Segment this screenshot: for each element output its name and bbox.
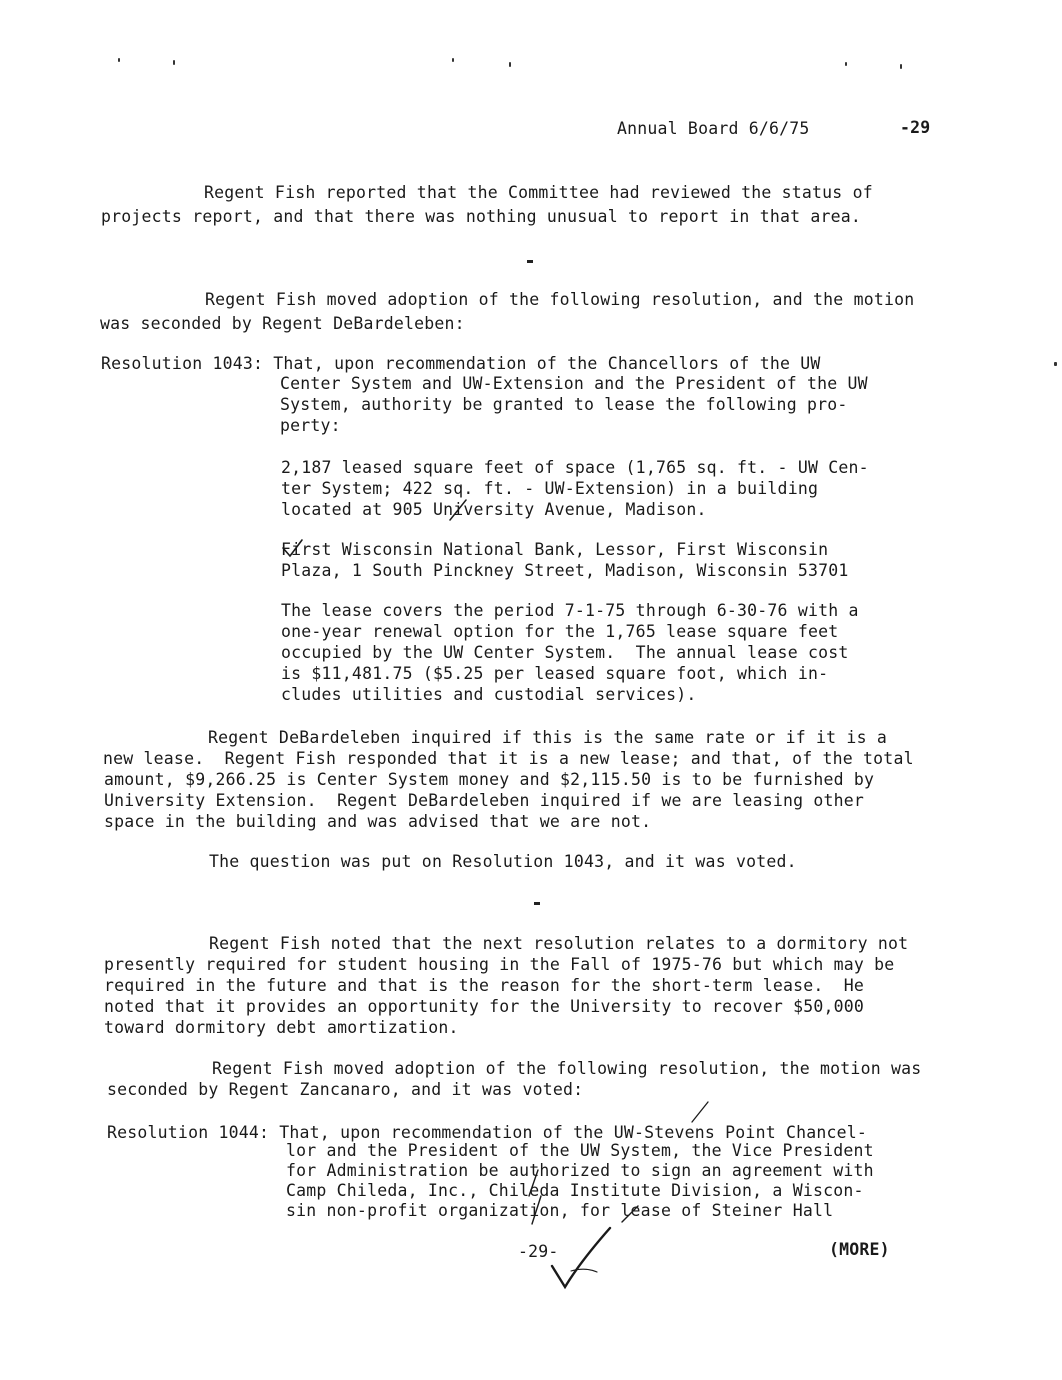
resolution-1044-line: sin non-profit organization, for lease of Steiner Hall xyxy=(286,1201,834,1220)
paragraph-line: required in the future and that is the reason for the short-term lease. He xyxy=(104,976,865,995)
paragraph-line: Regent Fish reported that the Committee had reviewed the status of xyxy=(204,183,873,202)
resolution-1044-line: lor and the President of the UW System, the Vice President xyxy=(286,1141,874,1160)
paragraph-line: Regent Fish moved adoption of the following resolution, the motion was xyxy=(212,1059,922,1078)
lessor-line: Plaza, 1 South Pinckney Street, Madison, Wisconsin 53701 xyxy=(281,561,849,580)
header-page-number: -29 xyxy=(900,118,931,137)
paragraph-line: The question was put on Resolution 1043, and it was voted. xyxy=(209,852,797,871)
scan-speck xyxy=(173,60,175,65)
paragraph-line: was seconded by Regent DeBardeleben: xyxy=(100,314,465,333)
scan-speck xyxy=(509,62,511,67)
paragraph-line: presently required for student housing in the Fall of 1975-76 but which may be xyxy=(104,955,895,974)
resolution-1044-line: for Administration be authorized to sign an agreement with xyxy=(286,1161,874,1180)
lease-terms-line: cludes utilities and custodial services). xyxy=(281,685,697,704)
resolution-1043-line: System, authority be granted to lease the following pro- xyxy=(280,395,848,414)
scan-speck xyxy=(845,62,847,66)
scan-speck xyxy=(118,58,120,62)
paragraph-line: projects report, and that there was nothing unusual to report in that area. xyxy=(101,207,862,226)
paragraph-line: noted that it provides an opportunity for the University to recover $50,000 xyxy=(104,997,865,1016)
resolution-1043-line: perty: xyxy=(280,416,341,435)
scan-speck xyxy=(900,64,902,69)
lease-space-line: ter System; 422 sq. ft. - UW-Extension) in a building xyxy=(281,479,819,498)
footer-more: (MORE) xyxy=(829,1240,890,1259)
section-separator xyxy=(534,902,540,905)
pen-stroke xyxy=(571,1269,597,1272)
lessor-line: First Wisconsin National Bank, Lessor, First Wisconsin xyxy=(281,540,829,559)
resolution-1043-line: Center System and UW-Extension and the President of the UW xyxy=(280,374,868,393)
pen-check-icon xyxy=(552,1228,610,1287)
section-separator xyxy=(527,260,533,263)
lease-space-line: located at 905 University Avenue, Madison. xyxy=(281,500,707,519)
paragraph-line: Regent DeBardeleben inquired if this is the same rate or if it is a xyxy=(208,728,887,747)
lease-terms-line: occupied by the UW Center System. The annual lease cost xyxy=(281,643,849,662)
paragraph-line: space in the building and was advised that we are not. xyxy=(104,812,652,831)
lease-terms-line: one-year renewal option for the 1,765 lease square feet xyxy=(281,622,839,641)
paragraph-line: Regent Fish moved adoption of the following resolution, and the motion xyxy=(205,290,915,309)
footer-page-number: -29- xyxy=(518,1242,559,1261)
resolution-1044-line: Camp Chileda, Inc., Chileda Institute Division, a Wiscon- xyxy=(286,1181,864,1200)
resolution-1044-line: Resolution 1044: That, upon recommendation of the UW-Stevens Point Chancel- xyxy=(107,1123,868,1142)
lease-terms-line: is $11,481.75 ($5.25 per leased square foot, which in- xyxy=(281,664,829,683)
paragraph-line: seconded by Regent Zancanaro, and it was voted: xyxy=(107,1080,584,1099)
paragraph-line: toward dormitory debt amortization. xyxy=(104,1018,459,1037)
scan-speck xyxy=(452,58,454,62)
paragraph-line: University Extension. Regent DeBardeleben inquired if we are leasing other xyxy=(104,791,865,810)
paragraph-line: amount, $9,266.25 is Center System money and $2,115.50 is to be furnished by xyxy=(104,770,875,789)
paragraph-line: new lease. Regent Fish responded that it is a new lease; and that, of the total xyxy=(103,749,914,768)
lease-space-line: 2,187 leased square feet of space (1,765 sq. ft. - UW Cen- xyxy=(281,458,869,477)
scan-speck xyxy=(1054,362,1057,366)
resolution-1043-line: Resolution 1043: That, upon recommendation of the Chancellors of the UW xyxy=(101,354,821,373)
lease-terms-line: The lease covers the period 7-1-75 through 6-30-76 with a xyxy=(281,601,859,620)
paragraph-line: Regent Fish noted that the next resolution relates to a dormitory not xyxy=(209,934,909,953)
pen-stroke xyxy=(692,1102,708,1122)
header-title: Annual Board 6/6/75 xyxy=(617,119,810,138)
